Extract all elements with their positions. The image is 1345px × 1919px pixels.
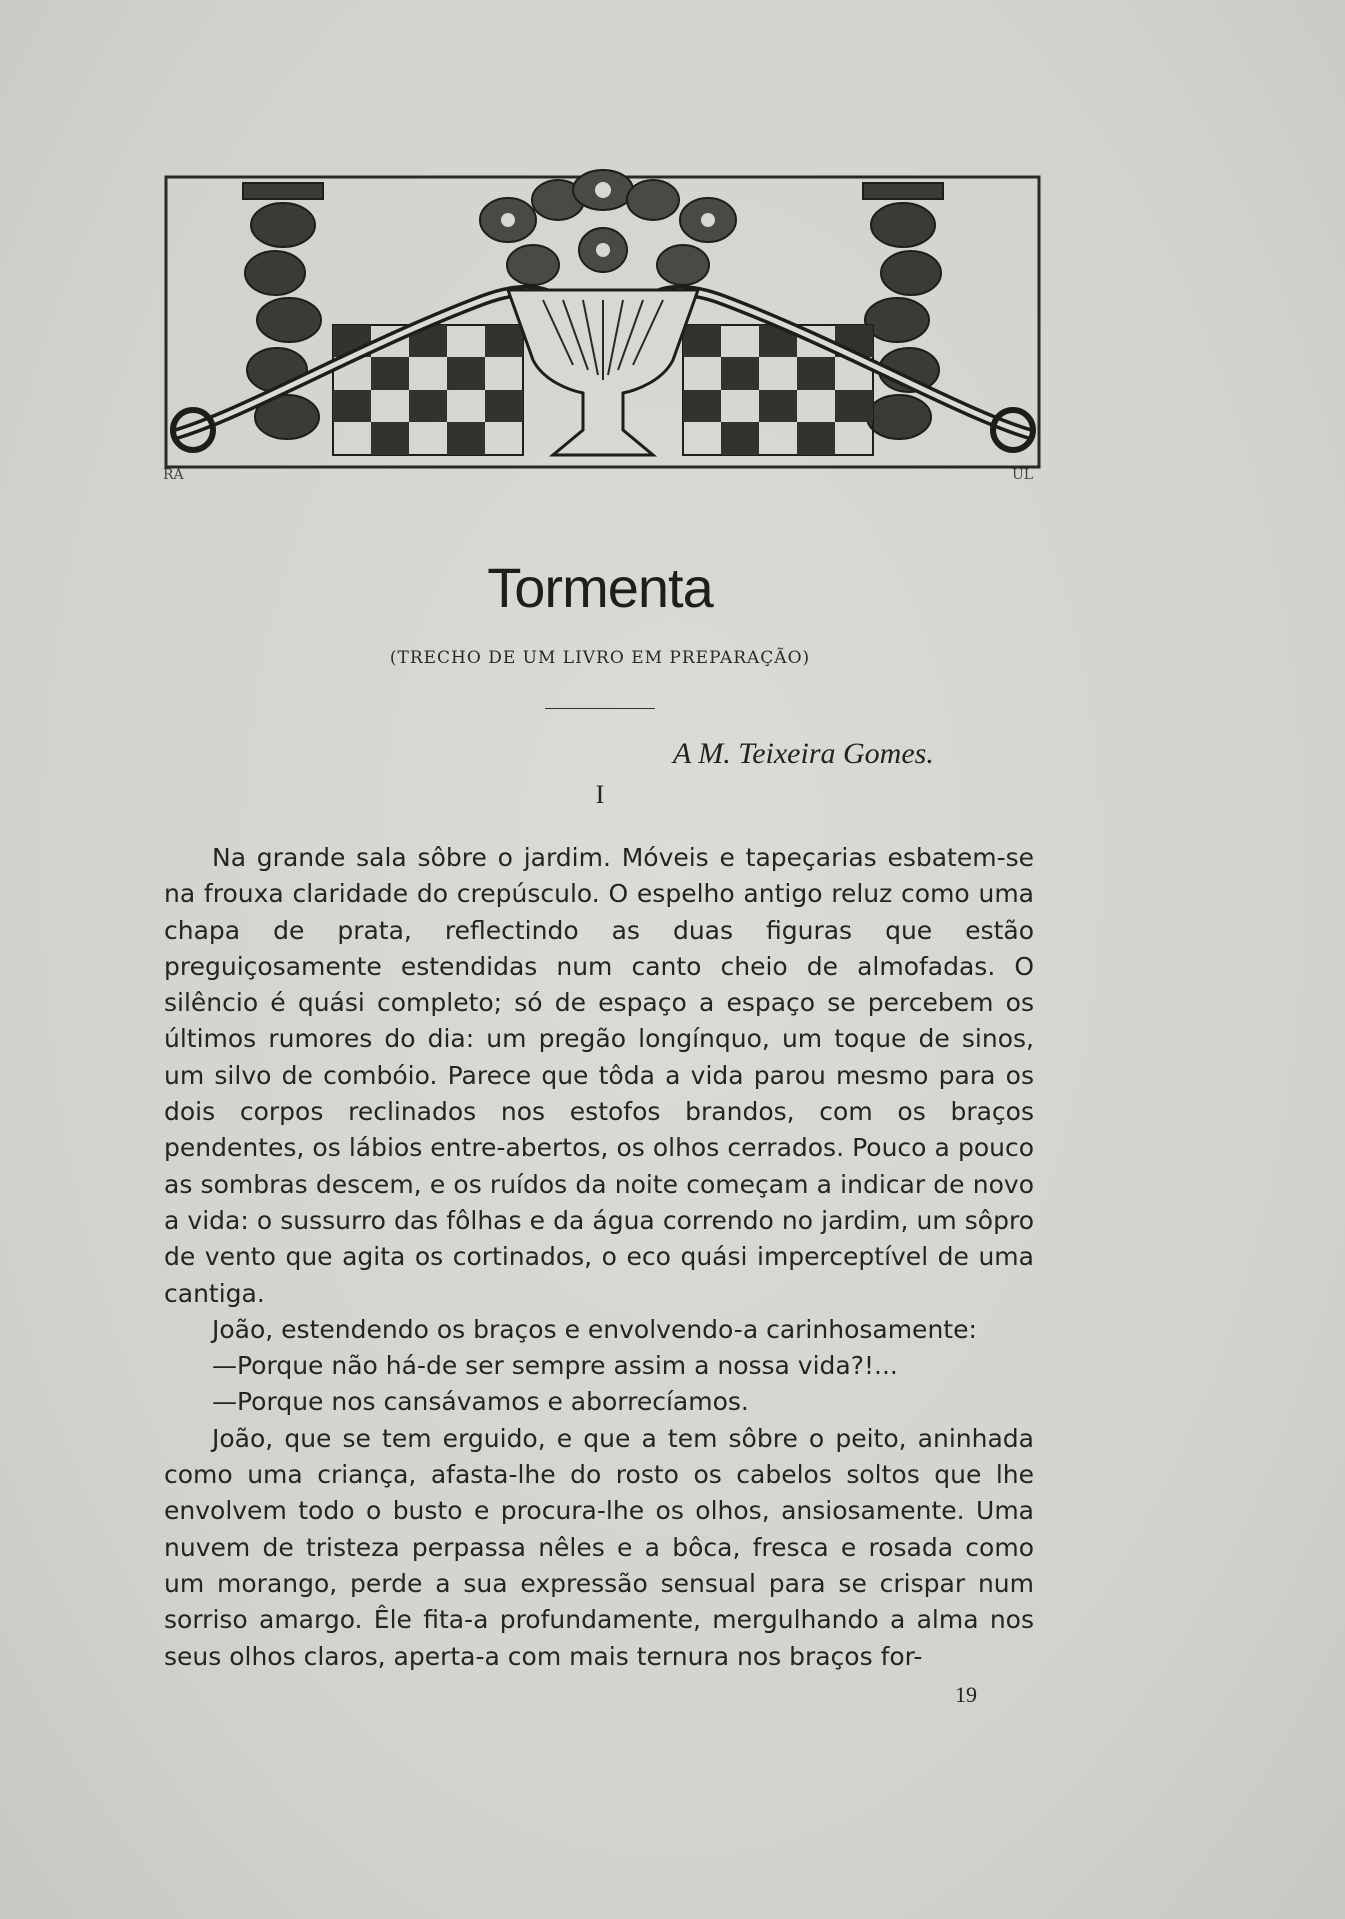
paragraph: João, que se tem erguido, e que a tem sôbre o peito, aninhada como uma criança, afasta-lhe do rosto os cabelos soltos que lhe envolvem todo o busto e procura-lhe os olhos, ansiosamente. Uma nuvem de tristeza perpassa nêles e a bôca, fresca e rosada como um morango, perde a sua expressão sensual para se crispar num sorriso amargo. Êle fita-a profundamente, mergulhando a alma nos seus olhos claros, aperta-a com mais ternura nos braços for-: [164, 1423, 1034, 1671]
divider-rule: [545, 708, 655, 709]
illustrator-signature-left: RA: [163, 467, 184, 483]
body-text: [164, 840, 1034, 1675]
page-number: 19: [955, 1682, 977, 1707]
dialog-line: —Porque nos cansávamos e aborrecíamos.: [212, 1387, 749, 1417]
paragraph: Na grande sala sôbre o jardim. Móveis e tapeçarias esbatem-se na frouxa claridade do crepúsculo. O espelho antigo reluz como uma chapa de prata, reflectindo as duas figuras que estão preguiçosamente estendidas num canto cheio de almofadas. O silêncio é quási completo; só de espaço a espaço se percebem os últimos rumores do dia: um pregão longínquo, um toque de sinos, um silvo de combóio. Parece que tôda a vida parou mesmo para os dois corpos reclinados nos estofos brandos, com os braços pendentes, os lábios entre-abertos, os olhos cerrados. Pouco a pouco as sombras descem, e os ruídos da noite começam a indicar de novo a vida: o sussurro das fôlhas e da água correndo no jardim, um sôpro de vento que agita os cortinados, o eco quási imperceptível de uma cantiga.: [164, 843, 1034, 1308]
paragraph: João, estendendo os braços e envolvendo-a carinhosamente:: [212, 1314, 977, 1344]
chapter-number: I: [595, 780, 605, 809]
page-title: Tormenta: [487, 556, 713, 619]
illustrator-signature-right: UL: [1012, 467, 1034, 483]
dedication: A M. Teixeira Gomes.: [673, 737, 934, 770]
decorative-headpiece-illustration: [163, 165, 1043, 480]
dialog-line: —Porque não há-de ser sempre assim a nossa vida?!...: [212, 1351, 898, 1381]
page-subtitle: (TRECHO DE UM LIVRO EM PREPARAÇÃO): [389, 648, 811, 668]
